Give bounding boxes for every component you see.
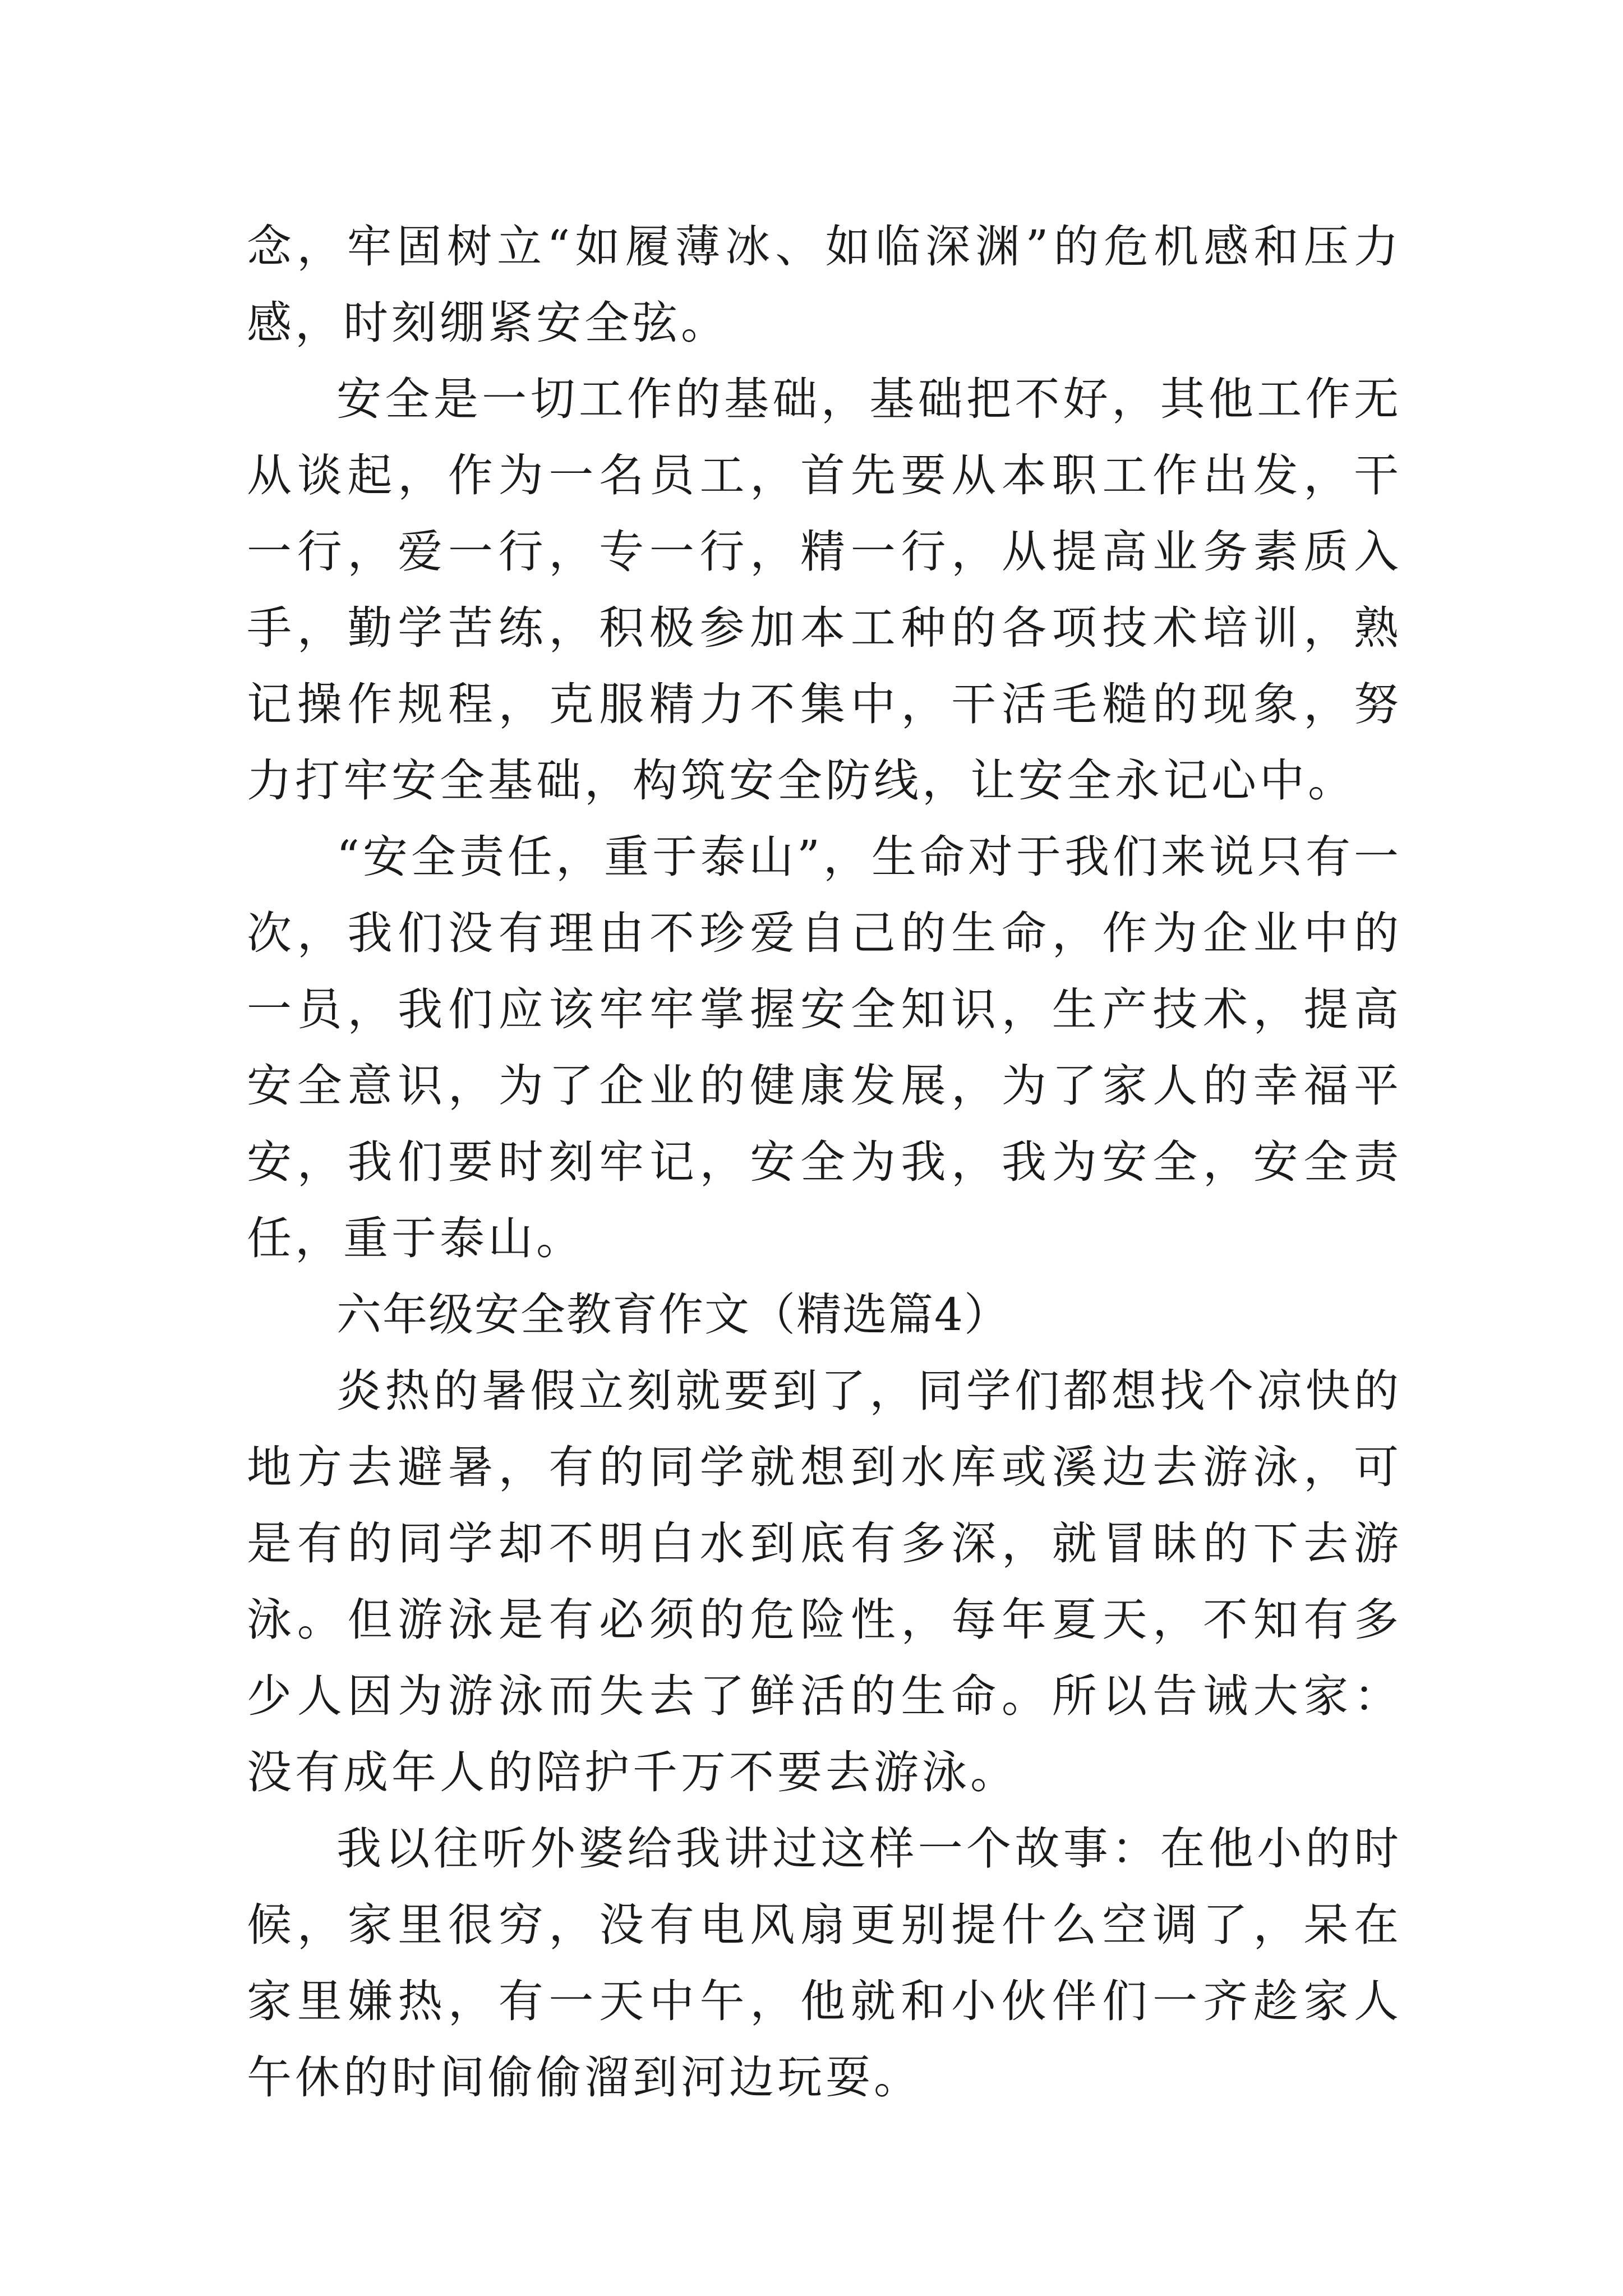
paragraph-summer-swimming: 炎热的暑假立刻就要到了，同学们都想找个凉快的地方去避暑，有的同学就想到水库或溪边去游泳，可是有的同学却不明白水到底有多深，就冒昧的下去游泳。但游泳是有必须的危险性，每年夏天，不知有多少人因为游泳而失去了鲜活的生命。所以告诫大家：没有成年人的陪护千万不要去游泳。	[247, 1365, 1402, 1798]
section-heading: 六年级安全教育作文（精选篇4）	[336, 1289, 1010, 1341]
document-page	[247, 209, 1402, 2116]
paragraph-grandma-story: 我以往听外婆给我讲过这样一个故事：在他小的时候，家里很穷，没有电风扇更别提什么空调了，呆在家里嫌热，有一天中午，他就和小伙伴们一齐趁家人午休的时间偷偷溜到河边玩耍。	[247, 1823, 1402, 2104]
paragraph-continuation: 念，牢固树立“如履薄冰、如临深渊”的危机感和压力感，时刻绷紧安全弦。	[247, 220, 1402, 349]
paragraph-safety-foundation: 安全是一切工作的基础，基础把不好，其他工作无从谈起，作为一名员工，首先要从本职工作出发，干一行，爱一行，专一行，精一行，从提高业务素质入手，勤学苦练，积极参加本工种的各项技术培训，熟记操作规程，克服精力不集中，干活毛糙的现象，努力打牢安全基础，构筑安全防线，让安全永记心中。	[247, 373, 1402, 807]
paragraph-safety-responsibility: “安全责任，重于泰山”，生命对于我们来说只有一次，我们没有理由不珍爱自己的生命，作为企业中的一员，我们应该牢牢掌握安全知识，生产技术，提高安全意识，为了企业的健康发展，为了家人的幸福平安，我们要时刻牢记，安全为我，我为安全，安全责任，重于泰山。	[247, 831, 1402, 1264]
